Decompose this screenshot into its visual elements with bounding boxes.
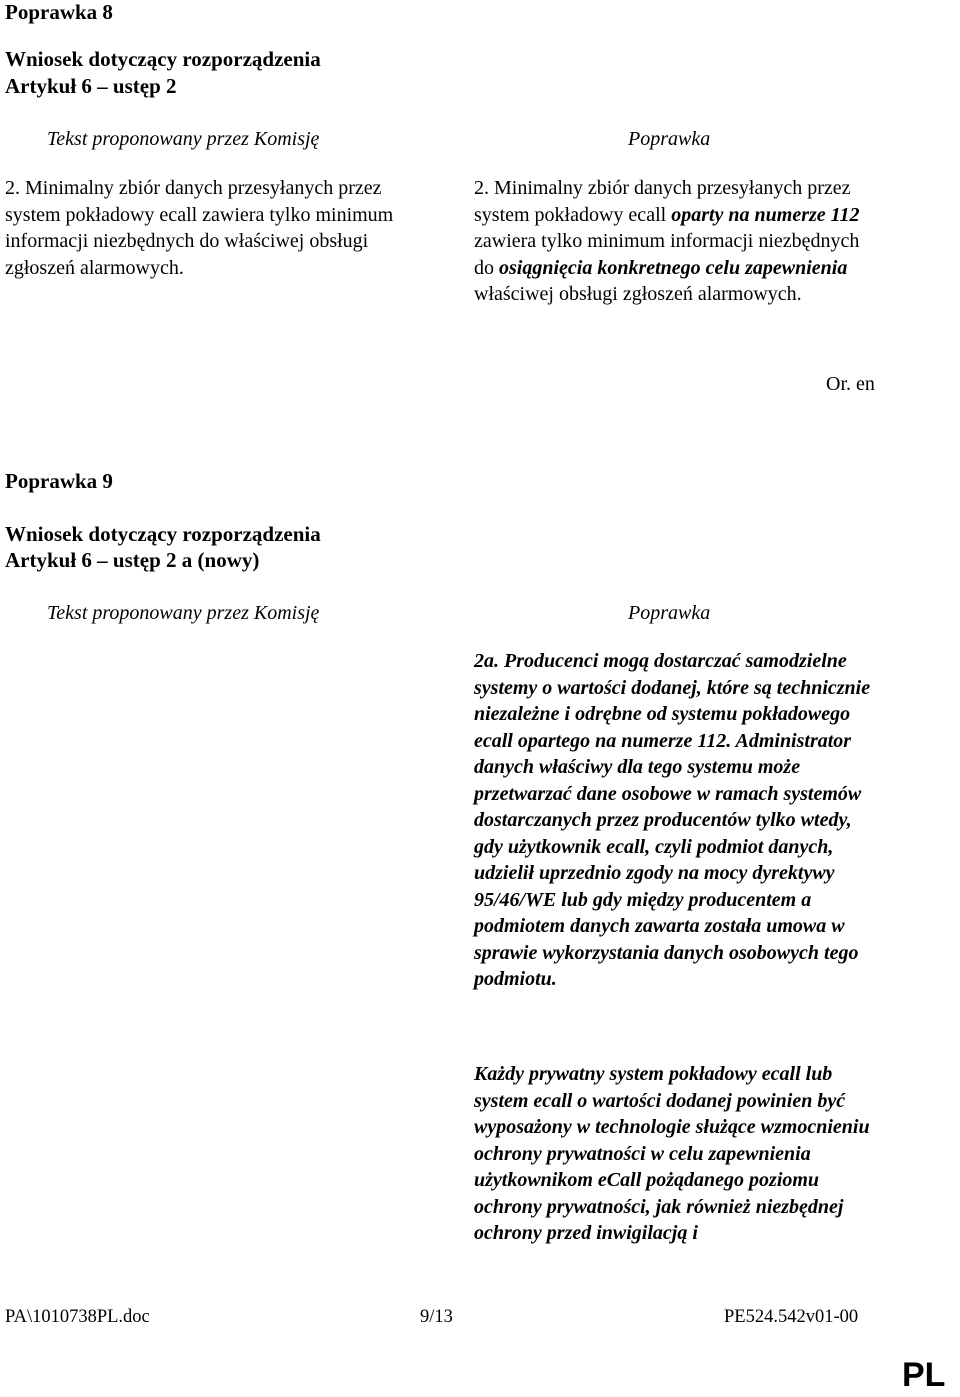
article-reference: Artykuł 6 – ustęp 2 a (nowy) (5, 548, 260, 572)
commission-text-paragraph: 2. Minimalny zbiór danych przesyłanych przez system pokładowy ecall zawiera tylko minimum informacji niezbędnych do właściwej obsługi zgłoszeń alarmowych. (5, 177, 394, 279)
footer-page-number: 9/13 (420, 1307, 453, 1327)
amendment-text-inserted: osiągnięcia konkretnego celu zapewnienia (499, 256, 848, 279)
footer-pe-reference: PE524.542v01-00 (724, 1307, 859, 1327)
column-header-amendment: Poprawka (628, 128, 711, 150)
amendment-text-inserted: oparty na numerze 112 (671, 203, 860, 226)
amendment-text-plain: właściwej obsługi zgłoszeń alarmowych. (474, 283, 802, 305)
amendment-text-paragraph (474, 175, 869, 308)
column-header-commission-text: Tekst proponowany przez Komisję (47, 128, 320, 150)
proposal-title: Wniosek dotyczący rozporządzenia (5, 522, 321, 546)
amendment-text-plain: 2. Minimalny zbiór danych przesyłanych przez system pokładowy ecall (474, 177, 851, 226)
original-language: Or. en (826, 373, 875, 395)
footer-document-reference: PA\1010738PL.doc (5, 1307, 150, 1327)
amendment-text-paragraph-2: Każdy prywatny system pokładowy ecall lub system ecall o wartości dodanej powinien być wyposażony w technologie służące wzmocnieniu ochrony prywatności w celu zapewnienia użytkownikom eCall pożądanego poziomu ochrony prywatności, jak również niezbędnej ochrony przed inwigilacją i (474, 1063, 870, 1244)
amendment-8-title: Poprawka 8 (5, 0, 113, 24)
amendment-text-plain: zawiera tylko minimum informacji niezbędnych do (474, 230, 860, 279)
article-reference: Artykuł 6 – ustęp 2 (5, 74, 177, 98)
column-header-commission-text: Tekst proponowany przez Komisję (47, 602, 320, 624)
column-header-amendment: Poprawka (628, 602, 711, 624)
amendment-text-paragraph: 2a. Producenci mogą dostarczać samodzielne systemy o wartości dodanej, które są technicznie niezależne i odrębne od systemu pokładowego ecall opartego na numerze 112. Administrator danych właściwy dla tego systemu może przetwarzać dane osobowe w ramach systemów dostarczanych przez producentów tylko wtedy, gdy użytkownik ecall, czyli podmiot danych, udzielił uprzednio zgody na mocy dyrektywy 95/46/WE lub gdy między producentem a podmiotem danych zawarta została umowa w sprawie wykorzystania danych osobowych tego podmiotu. (474, 650, 871, 990)
proposal-title: Wniosek dotyczący rozporządzenia (5, 47, 321, 71)
amendment-9-title: Poprawka 9 (5, 469, 113, 493)
footer-language-code: PL (902, 1356, 946, 1394)
